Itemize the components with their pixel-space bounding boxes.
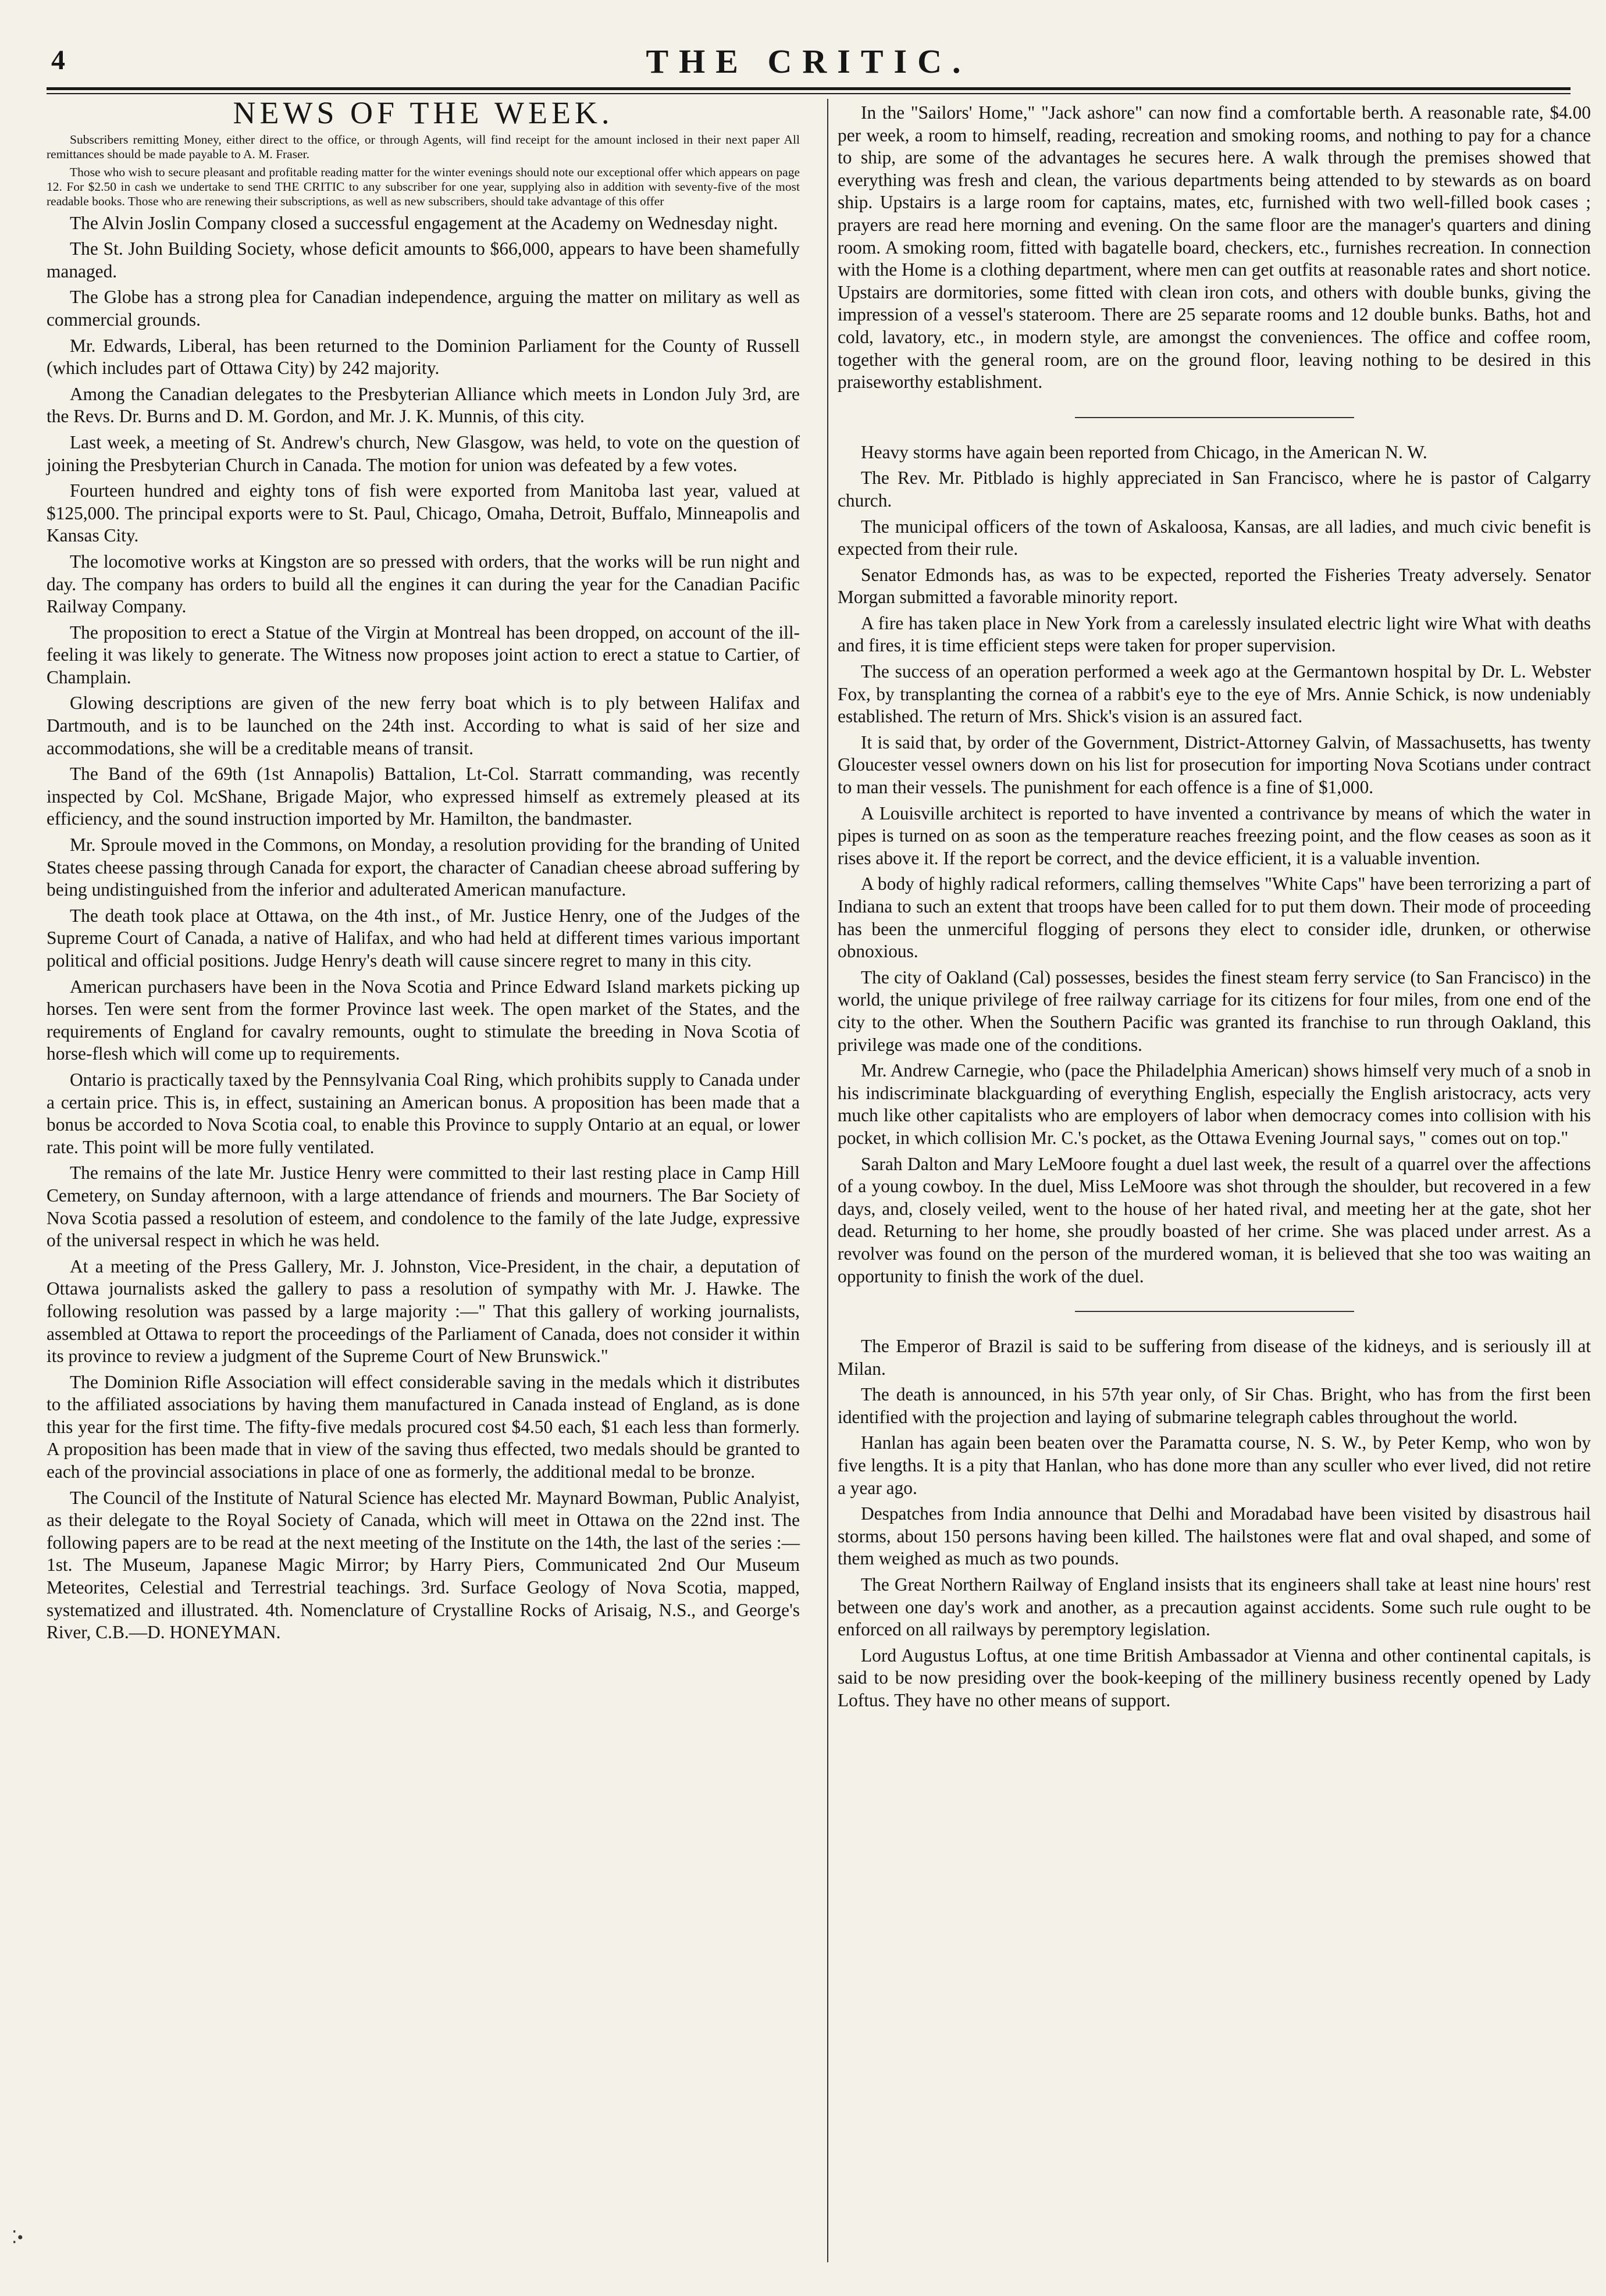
news-paragraph: The Emperor of Brazil is said to be suffering from disease of the kidneys, and is seriously ill at Milan. [838, 1336, 1591, 1379]
sailors-home-article [838, 102, 1591, 394]
header-rule-thick [47, 87, 1571, 90]
news-paragraph: The death is announced, in his 57th year only, of Sir Chas. Bright, who has from the first been identified with the projection and laying of submarine telegraph cables throughout the world. [838, 1384, 1591, 1427]
page-header [47, 40, 1571, 86]
news-paragraph: A Louisville architect is reported to have invented a contrivance by means of which the water in pipes is turned on as soon as the temperature reaches freezing point, and the flow ceases as soon as it rises above it. If the report be correct, and the device efficient, it is a valuable invention. [838, 803, 1591, 868]
news-paragraph: Despatches from India announce that Delhi and Moradabad have been visited by disastrous hail storms, about 150 persons having been killed. The hailstones were flat and oval shaped, and some of them weighed as much as two pounds. [838, 1503, 1591, 1569]
right-column [838, 102, 1591, 1716]
news-paragraph: The proposition to erect a Statue of the Virgin at Montreal has been dropped, on account of the ill-feeling it was likely to generate. The Witness now proposes joint action to erect a statue to Cartier, of Champlain. [47, 622, 800, 687]
column-divider [827, 99, 828, 2262]
news-paragraph: Hanlan has again been beaten over the Paramatta course, N. S. W., by Peter Kemp, who won by five lengths. It is a pity that Hanlan, who has done more than any sculler who ever lived, did not retire a year ago. [838, 1432, 1591, 1498]
news-paragraph: The Band of the 69th (1st Annapolis) Battalion, Lt-Col. Starratt commanding, was recently inspected by Col. McShane, Brigade Major, who expressed himself as extremely pleased at its efficiency, and the sound instruction imported by Mr. Hamilton, the bandmaster. [47, 764, 800, 829]
news-paragraph: Mr. Sproule moved in the Commons, on Monday, a resolution providing for the branding of United States cheese passing through Canada for export, the character of Canadian cheese abroad suffering by being undistinguished from the inferior and adulterated American manufacture. [47, 835, 800, 900]
news-paragraph: Ontario is practically taxed by the Pennsylvania Coal Ring, which prohibits supply to Canada under a certain price. This is, in effect, sustaining an American bonus. A proposition has been made that a bonus be accorded to Nova Scotia coal, to enable this Province to supply Ontario at an equal, or lower rate. This point will be more fully ventilated. [47, 1069, 800, 1157]
news-paragraph: In the "Sailors' Home," "Jack ashore" can now find a comfortable berth. A reasonable rate, $4.00 per week, a room to himself, reading, recreation and smoking rooms, and nothing to pay for a chance to ship, are some of the advantages he secures here. A walk through the premises showed that everything was fresh and clean, the various departments being attended to by stewards as on board ship. Upstairs is a large room for captains, mates, etc, furnished with two well-filled book cases ; prayers are read here morning and evening. On the same floor are the manager's quarters and dining room. A smoking room, fitted with bagatelle board, checkers, etc., furnishes recreation. In connection with the Home is a clothing department, where men can get outfits at reasonable rates and short notice. Upstairs are dormitories, some fitted with clean iron cots, and others with double bunks, giving the impression of a vessel's stateroom. There are 25 separate rooms and 12 double bunks. Baths, hot and cold, lavatory, etc., in modern style, are amongst the conveniences. The office and coffee room, together with the general room, are on the ground floor, leaving nothing to be desired in this praiseworthy establishment. [838, 102, 1591, 393]
news-paragraph: At a meeting of the Press Gallery, Mr. J. Johnston, Vice-President, in the chair, a deputation of Ottawa journalists asked the gallery to pass a resolution of sympathy with Mr. J. Hawke. The following resolution was passed by a large majority :—" That this gallery of working journalists, assembled at Ottawa to report the proceedings of the Parliament of Canada, does not consider it within its province to review a judgment of the Supreme Court of New Brunswick." [47, 1256, 800, 1367]
news-paragraph: Heavy storms have again been reported from Chicago, in the American N. W. [861, 441, 1427, 462]
news-paragraph: The death took place at Ottawa, on the 4th inst., of Mr. Justice Henry, one of the Judges of the Supreme Court of Canada, a native of Halifax, and who had held at different times various important political and official positions. Judge Henry's death will cause sincere regret to many in this city. [47, 905, 800, 971]
subscription-offer-notice: Those who wish to secure pleasant and profitable reading matter for the winter evenings should note our exceptional offer which appears on page 12. For $2.50 in cash we undertake to send THE CRITIC to any subscriber for one year, supplying also in addition with seventy-five of the most readable books. Those who are renewing their subscriptions, as well as new subscribers, should take advantage of this offer [47, 165, 800, 208]
news-paragraph: American purchasers have been in the Nova Scotia and Prince Edward Island markets picking up horses. Ten were sent from the former Province last week. The open market of the States, and the requirements of England for cavalry remounts, ought to stimulate the breeding in Nova Scotia of horse-flesh which will come up to requirements. [47, 976, 800, 1064]
news-paragraph: The city of Oakland (Cal) possesses, besides the finest steam ferry service (to San Francisco) in the world, the unique privilege of free railway carriage for its citizens for four miles, from one end of the city to the other. When the Southern Pacific was granted its franchise to run through Oakland, this privilege was made one of the conditions. [838, 967, 1591, 1055]
news-paragraph: The success of an operation performed a week ago at the Germantown hospital by Dr. L. Webster Fox, by transplanting the cornea of a rabbit's eye to the eye of Mrs. Annie Schick, is now undeniably established. The return of Mrs. Shick's vision is an assured fact. [838, 661, 1591, 727]
print-mark: ⁚• [12, 2228, 24, 2247]
remittance-notice: Subscribers remitting Money, either direct to the office, or through Agents, will find receipt for the amount inclosed in their next paper All remittances should be made payable to A. M. Fraser. [47, 132, 800, 161]
section-separator [1075, 1311, 1354, 1312]
news-paragraph: The St. John Building Society, whose deficit amounts to $66,000, appears to have been shamefully managed. [47, 238, 800, 281]
section-title: NEWS OF THE WEEK. [233, 95, 614, 130]
masthead: THE CRITIC. [646, 42, 971, 80]
news-paragraph: The Council of the Institute of Natural Science has elected Mr. Maynard Bowman, Public Analyist, as their delegate to the Royal Society of Canada, which will meet in Ottawa on the 22nd inst. The following papers are to be read at the next meeting of the Institute on the 14th, the last of the series :—1st. The Museum, Japanese Magic Mirror; by Harry Piers, Communicated 2nd Our Museum Meteorites, Celestial and Terrestrial teachings. 3rd. Surface Geology of Nova Scotia, mapped, systematized and illustrated. 4th. Nomenclature of Crystalline Rocks of Arisaig, N.S., and George's River, C.B.—D. HONEYMAN. [47, 1487, 800, 1643]
news-paragraph: Fourteen hundred and eighty tons of fish were exported from Manitoba last year, valued at $125,000. The principal exports were to St. Paul, Chicago, Omaha, Detroit, Buffalo, Minneapolis and Kansas City. [47, 480, 800, 546]
news-paragraph: The Alvin Joslin Company closed a successful engagement at the Academy on Wednesday night. [70, 212, 778, 233]
right-news-items [838, 441, 1591, 1288]
news-paragraph: Lord Augustus Loftus, at one time British Ambassador at Vienna and other continental capitals, is said to be now presiding over the book-keeping of the millinery business recently opened by Lady Loftus. They have no other means of support. [838, 1645, 1591, 1710]
news-paragraph: The remains of the late Mr. Justice Henry were committed to their last resting place in Camp Hill Cemetery, on Sunday afternoon, with a large attendance of friends and mourners. The Bar Society of Nova Scotia passed a resolution of esteem, and condolence to the family of the late Judge, expressive of the universal respect in which he was held. [47, 1163, 800, 1251]
news-paragraph: Last week, a meeting of St. Andrew's church, New Glasgow, was held, to vote on the question of joining the Presbyterian Church in Canada. The motion for union was defeated by a few votes. [47, 432, 800, 475]
news-paragraph: The municipal officers of the town of Askaloosa, Kansas, are all ladies, and much civic benefit is expected from their rule. [838, 516, 1591, 559]
section-separator [1075, 417, 1354, 418]
news-paragraph: The locomotive works at Kingston are so pressed with orders, that the works will be run night and day. The company has orders to build all the engines it can during the year for the Canadian Pacific Railway Company. [47, 551, 800, 617]
news-paragraph: The Globe has a strong plea for Canadian independence, arguing the matter on military as well as commercial grounds. [47, 287, 800, 330]
news-paragraph: It is said that, by order of the Government, District-Attorney Galvin, of Massachusetts, has twenty Gloucester vessel owners down on his list for prosecution for importing Nova Scotians under contract to man their vessels. The punishment for each offence is a fine of $1,000. [838, 732, 1591, 798]
news-paragraph: The Rev. Mr. Pitblado is highly appreciated in San Francisco, where he is pastor of Calgarry church. [838, 468, 1591, 511]
news-paragraph: Among the Canadian delegates to the Presbyterian Alliance which meets in London July 3rd, are the Revs. Dr. Burns and D. M. Gordon, and Mr. J. K. Munnis, of this city. [47, 383, 800, 427]
left-news-items [47, 212, 800, 1644]
page-number: 4 [51, 45, 65, 76]
header-rule-thin [47, 93, 1571, 94]
news-paragraph: A fire has taken place in New York from a carelessly insulated electric light wire What with deaths and fires, it is time efficient steps were taken for proper supervision. [838, 612, 1591, 656]
news-paragraph: The Great Northern Railway of England insists that its engineers shall take at least nine hours' rest between one day's work and another, as a precaution against accidents. Some such rule ought to be enforced on all railways by peremptory legislation. [838, 1574, 1591, 1640]
left-column [47, 95, 800, 1648]
news-paragraph: Senator Edmonds has, as was to be expected, reported the Fisheries Treaty adversely. Senator Morgan submitted a favorable minority report. [838, 564, 1591, 608]
news-paragraph: Mr. Andrew Carnegie, who (pace the Philadelphia American) shows himself very much of a snob in his indiscriminate blackguarding of everything English, especially the English aristocracy, acts very much like other capitalists who are employers of labor when democracy comes into collision with his pocket, in which collision Mr. C.'s pocket, as the Ottawa Evening Journal says, " comes out on top." [838, 1060, 1591, 1148]
news-paragraph: Sarah Dalton and Mary LeMoore fought a duel last week, the result of a quarrel over the affections of a young cowboy. In the duel, Miss LeMoore was shot through the shoulder, but recovered in a few days, and, closely veiled, went to the house of her hated rival, and meeting her at the gate, shot her dead. Returning to her home, she proudly boasted of her crime. She was placed under arrest. As a revolver was found on the person of the murdered woman, it is believed that she too was waiting an opportunity to finish the work of the duel. [838, 1153, 1591, 1286]
news-paragraph: Glowing descriptions are given of the new ferry boat which is to ply between Halifax and Dartmouth, and is to be launched on the 24th inst. According to what is said of her size and accommodations, she will be a creditable means of transit. [47, 693, 800, 758]
news-paragraph: A body of highly radical reformers, calling themselves "White Caps" have been terrorizing a part of Indiana to such an extent that troops have been called for to put them down. Their mode of proceeding has been the unmerciful flogging of persons they elect to consider idle, drunken, or otherwise obnoxious. [838, 874, 1591, 962]
right-news-items-lower [838, 1335, 1591, 1712]
news-paragraph: The Dominion Rifle Association will effect considerable saving in the medals which it distributes to the affiliated associations by having them manufactured in Canada instead of England, as is done this year for the first time. The fifty-five medals procured cost $4.50 each, $1 each less than formerly. A proposition has been made that in view of the saving thus effected, two medals should be granted to each of the provincial associations in place of one as formerly, the additional medal to be bronze. [47, 1371, 800, 1482]
news-paragraph: Mr. Edwards, Liberal, has been returned to the Dominion Parliament for the County of Russell (which includes part of Ottawa City) by 242 majority. [47, 335, 800, 379]
